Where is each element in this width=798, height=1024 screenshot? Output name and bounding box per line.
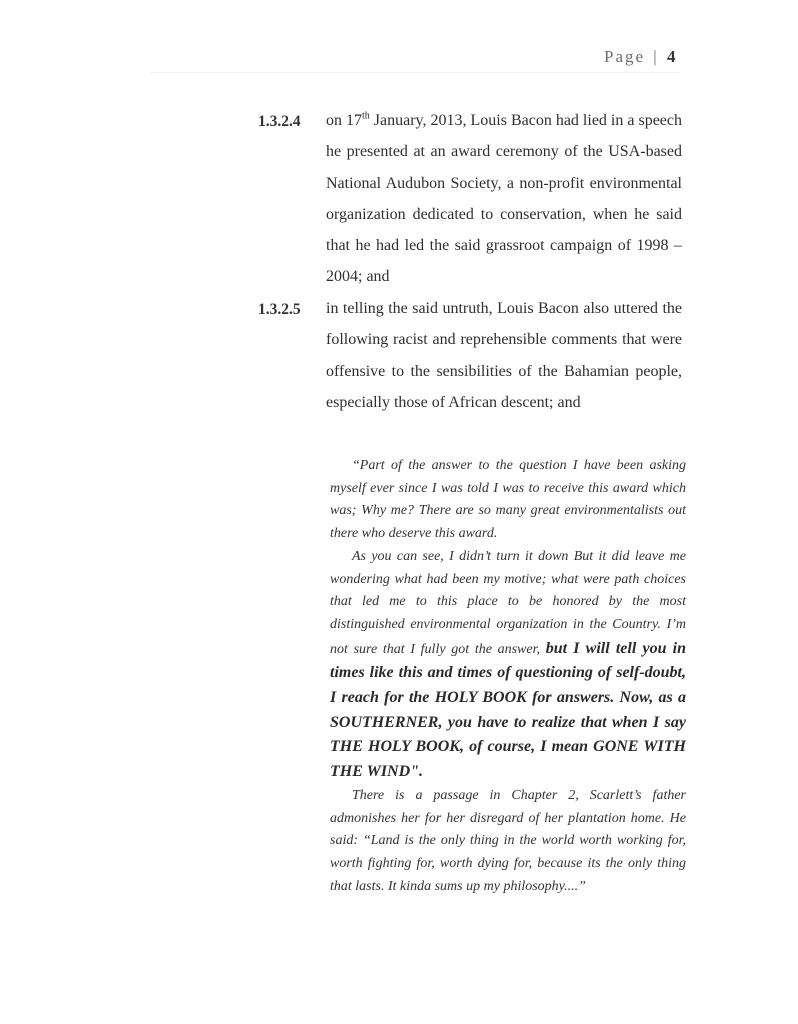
clause-text: [326, 105, 682, 293]
clause-text-rest: January, 2013, Louis Bacon had lied in a speech he presented at an award ceremony of the USA-based National Audubon Society, a non-profit environmental organization dedicated to conservation, when he said that he had led the said grassroot campaign of 1998 – 2004; and: [326, 112, 682, 286]
ordinal-suffix: th: [362, 110, 370, 122]
header-rule: [150, 72, 680, 73]
page-header: [604, 47, 675, 67]
clause-1-3-2-5: [258, 293, 698, 418]
quote-plain-text: As you can see, I didn’t turn it down But it did leave me wondering what had been my motive; what were path choices that led me to this place to be honored by the most distinguished environmental organization in the Country. I’m not sure that I fully got the answer,: [330, 548, 686, 657]
clause-number: 1.3.2.5: [258, 301, 301, 318]
quote-paragraph-3: There is a passage in Chapter 2, Scarlett’s father admonishes her for her disregard of her plantation home. He said: “Land is the only thing in the world worth working for, worth fighting for, worth dying for, because its the only thing that lasts. It kinda sums up my philosophy....”: [330, 787, 686, 894]
clause-1-3-2-4: [258, 105, 698, 293]
quote-paragraph-2: [330, 546, 686, 785]
quote-emphasis-text: but I will tell you in times like this and times of questioning of self-doubt, I reach for the HOLY BOOK for answers. Now, as a SOUTHERNER, you have to realize that when I say THE HOLY BOOK, of course, I mean GONE WITH THE WIND".: [330, 639, 686, 781]
page-label: Page: [604, 47, 646, 66]
clause-number: 1.3.2.4: [258, 113, 301, 130]
page-number: 4: [666, 47, 676, 66]
page-separator: |: [653, 47, 657, 66]
clause-text: in telling the said untruth, Louis Bacon also uttered the following racist and reprehensible comments that were offensive to the sensibilities of the Bahamian people, especially those of African descent; and: [326, 300, 682, 411]
clause-text-start: on 17: [326, 112, 362, 129]
quote-paragraph-1: “Part of the answer to the question I have been asking myself ever since I was told I was to receive this award which was; Why me? There are so many great environmentalists out there who deserve this award.: [330, 458, 686, 542]
speech-quote: [330, 455, 686, 898]
